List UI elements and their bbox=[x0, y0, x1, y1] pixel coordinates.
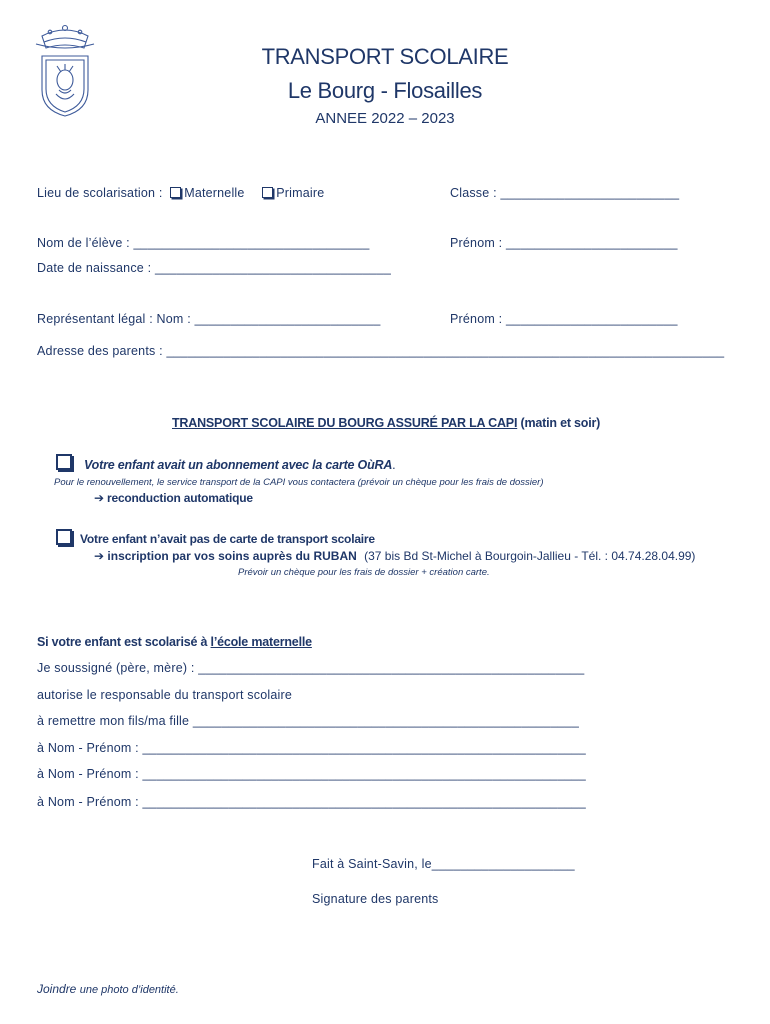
prenom-eleve-value: ________________________ bbox=[506, 236, 678, 250]
naissance-value: _________________________________ bbox=[154, 261, 391, 275]
naissance-label: Date de naissance : bbox=[37, 261, 152, 275]
option2-checkbox[interactable] bbox=[56, 529, 72, 548]
option2-result-text: inscription par vos soins auprès du RUBAN bbox=[107, 549, 357, 563]
footer-note bbox=[37, 982, 179, 996]
prenom-eleve-field[interactable] bbox=[450, 236, 678, 250]
classe-label: Classe : bbox=[450, 186, 497, 200]
maternelle-heading-link: l’école maternelle bbox=[210, 635, 312, 649]
classe-field[interactable] bbox=[450, 186, 679, 200]
arrow-right-icon: ➔ bbox=[94, 491, 104, 505]
representant-nom-value: __________________________ bbox=[194, 312, 381, 326]
school-label: Lieu de scolarisation : bbox=[37, 186, 163, 200]
checkbox-icon bbox=[56, 529, 72, 545]
option2-label: Votre enfant n’avait pas de carte de transport scolaire bbox=[80, 532, 375, 546]
option1-text bbox=[84, 458, 395, 472]
footer-photo: une photo d’identité. bbox=[79, 984, 179, 996]
representant-nom-field[interactable] bbox=[37, 312, 381, 326]
nom-eleve-value: _________________________________ bbox=[133, 236, 370, 250]
representant-nom-label: Représentant légal : Nom : bbox=[37, 312, 191, 326]
autorise-text: autorise le responsable du transport scolaire bbox=[37, 688, 292, 702]
transport-heading-text: TRANSPORT SCOLAIRE DU BOURG ASSURÉ PAR LA CAPI bbox=[172, 416, 518, 430]
remettre-field[interactable]: à remettre mon fils/ma fille ______________________________________________________ bbox=[37, 714, 580, 728]
page-subtitle: Le Bourg - Flosailles bbox=[287, 78, 483, 103]
arrow-right-icon: ➔ bbox=[94, 549, 105, 563]
adresse-label: Adresse des parents : bbox=[37, 344, 163, 358]
school-row bbox=[37, 186, 324, 200]
option2-result bbox=[94, 549, 695, 563]
soussigne-field[interactable]: Je soussigné (père, mère) : ______________________________________________________ bbox=[37, 661, 585, 675]
page-title: TRANSPORT SCOLAIRE bbox=[261, 44, 509, 69]
maternelle-heading-prefix: Si votre enfant est scolarisé à bbox=[37, 635, 211, 649]
option1-result bbox=[94, 491, 253, 505]
nom-eleve-field[interactable] bbox=[37, 236, 370, 250]
representant-prenom-field[interactable] bbox=[450, 312, 678, 326]
school-year: ANNEE 2022 – 2023 bbox=[315, 110, 455, 127]
maternelle-checkbox[interactable] bbox=[170, 187, 181, 198]
footer-joindre: Joindre bbox=[37, 982, 77, 996]
maternelle-label: Maternelle bbox=[184, 186, 245, 200]
adresse-field[interactable] bbox=[37, 344, 724, 358]
option2-note: Prévoir un chèque pour les frais de dossier + création carte. bbox=[238, 567, 490, 578]
nom-eleve-label: Nom de l’élève : bbox=[37, 236, 130, 250]
fait-a-field[interactable]: Fait à Saint-Savin, le____________________ bbox=[312, 857, 575, 871]
coat-of-arms-icon bbox=[34, 22, 96, 120]
option1-note: Pour le renouvellement, le service transport de la CAPI vous contactera (prévoir un chèque pour les frais de dossier) bbox=[54, 477, 544, 488]
option1-result-text: reconduction automatique bbox=[107, 491, 253, 505]
option1-label: Votre enfant avait un abonnement avec la carte OùRA bbox=[84, 458, 393, 472]
representant-prenom-value: ________________________ bbox=[506, 312, 678, 326]
maternelle-heading bbox=[37, 635, 312, 649]
signature-label: Signature des parents bbox=[312, 892, 439, 906]
transport-heading-suffix: (matin et soir) bbox=[520, 416, 601, 430]
transport-heading bbox=[172, 416, 600, 430]
primaire-label: Primaire bbox=[276, 186, 325, 200]
primaire-checkbox[interactable] bbox=[262, 187, 273, 198]
nom-prenom-field-3[interactable]: à Nom - Prénom : ______________________________________________________________ bbox=[37, 795, 586, 809]
ruban-address: (37 bis Bd St-Michel à Bourgoin-Jallieu - Tél. : 04.74.28.04.99) bbox=[364, 549, 696, 563]
option1-dot: . bbox=[392, 458, 396, 472]
representant-prenom-label: Prénom : bbox=[450, 312, 503, 326]
classe-value: _________________________ bbox=[500, 186, 680, 200]
checkbox-icon bbox=[56, 454, 72, 470]
nom-prenom-field-1[interactable]: à Nom - Prénom : ______________________________________________________________ bbox=[37, 741, 586, 755]
naissance-field[interactable] bbox=[37, 261, 391, 275]
nom-prenom-field-2[interactable]: à Nom - Prénom : ______________________________________________________________ bbox=[37, 767, 586, 781]
prenom-eleve-label: Prénom : bbox=[450, 236, 503, 250]
option1-checkbox[interactable] bbox=[56, 454, 72, 473]
adresse-value: ______________________________________________________________________________ bbox=[166, 344, 725, 358]
